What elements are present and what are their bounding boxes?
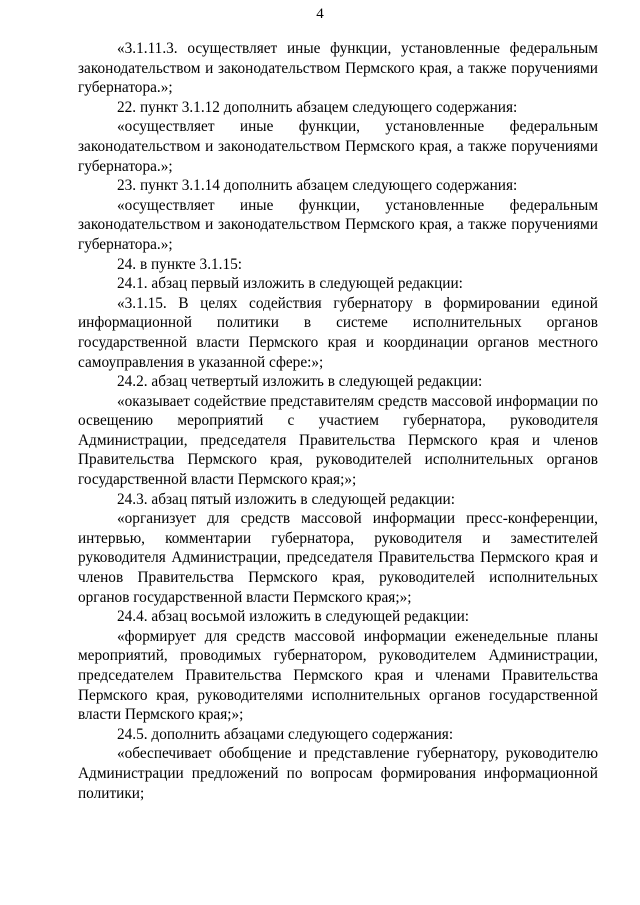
paragraph-item-24-4: 24.4. абзац восьмой изложить в следующей редакции: — [117, 608, 469, 626]
paragraph-3-1-11-3: «3.1.11.3. осуществляет иные функции, установленные федеральным законодательством и законодательством Пермского края, а также поручениями губернатора.»; — [78, 40, 598, 97]
paragraph-quote-press-conferences: «организует для средств массовой информации пресс-конференции, интервью, комментарии губернатора, руководителя и заместителей руководителя Администрации, председателя Правительства Пермского края и членов Правительства Пермского края, руководителей исполнительных органов государственной власти Пермского края;»; — [78, 510, 598, 606]
paragraph-item-24: 24. в пункте 3.1.15: — [117, 255, 243, 273]
page-number: 4 — [316, 6, 324, 22]
paragraph-item-24-1: 24.1. абзац первый изложить в следующей редакции: — [117, 275, 463, 293]
document-body — [78, 39, 598, 803]
paragraph-item-24-3: 24.3. абзац пятый изложить в следующей редакции: — [117, 490, 455, 508]
paragraph-quote-3-1-14: «осуществляет иные функции, установленные федеральным законодательством и законодательством Пермского края, а также поручениями губернатора.»; — [78, 196, 598, 253]
paragraph-quote-3-1-15: «3.1.15. В целях содействия губернатору в формировании единой информационной политики в системе исполнительных органов государственной власти Пермского края и координации органов местного самоуправления в указанной сфере:»; — [78, 294, 598, 371]
paragraph-quote-3-1-12: «осуществляет иные функции, установленные федеральным законодательством и законодательством Пермского края, а также поручениями губернатора.»; — [78, 118, 598, 175]
paragraph-item-22: 22. пункт 3.1.12 дополнить абзацем следующего содержания: — [117, 98, 518, 116]
paragraph-item-23: 23. пункт 3.1.14 дополнить абзацем следующего содержания: — [117, 177, 518, 195]
paragraph-quote-weekly-plans: «формирует для средств массовой информации еженедельные планы мероприятий, проводимых губернатором, руководителем Администрации, председателем Правительства Пермского края и членами Правительства Пермского края, руководителями исполнительных органов государственной власти Пермского края;»; — [78, 627, 598, 724]
paragraph-quote-media-support: «оказывает содействие представителям средств массовой информации по освещению мероприятий с участием губернатора, руководителя Администрации, председателя Правительства Пермского края и членов Правительства Пермского края, руководителей исполнительных органов государственной власти Пермского края;»; — [78, 392, 598, 489]
paragraph-item-24-5: 24.5. дополнить абзацами следующего содержания: — [117, 725, 454, 743]
paragraph-item-24-2: 24.2. абзац четвертый изложить в следующей редакции: — [117, 373, 483, 391]
paragraph-quote-info-policy: «обеспечивает обобщение и представление губернатору, руководителю Администрации предложений по вопросам формирования информационной политики; — [78, 745, 598, 802]
